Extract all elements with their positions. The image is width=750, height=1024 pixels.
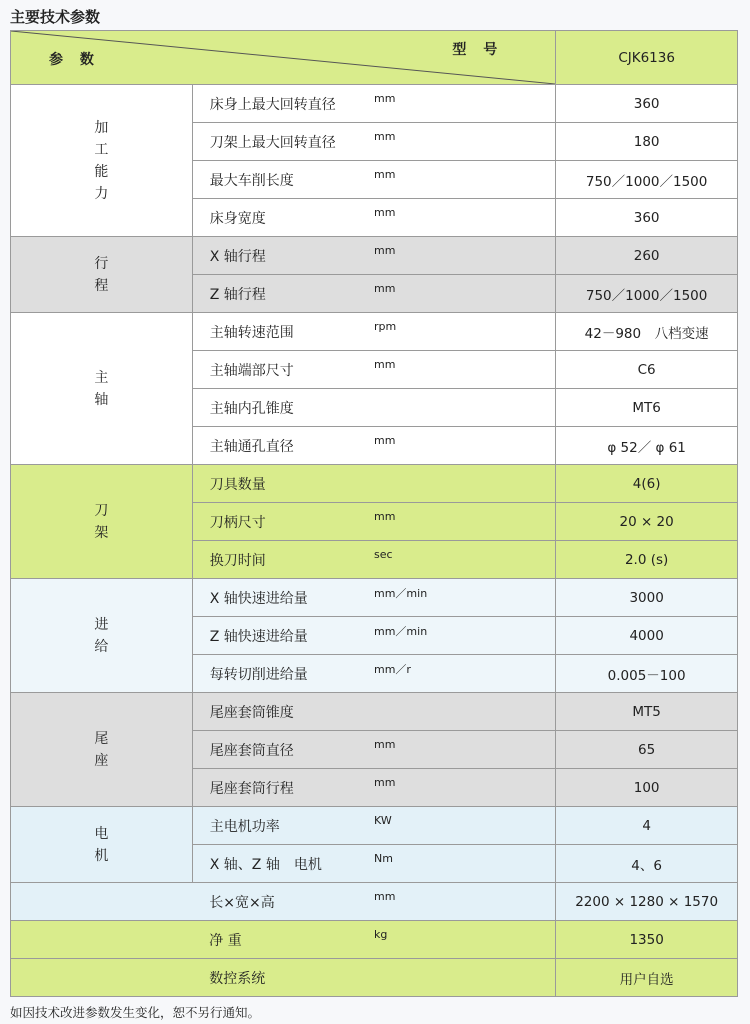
param-value: 180: [556, 123, 738, 161]
param-unit: [374, 921, 556, 959]
param-unit: [374, 389, 556, 427]
table-row: [11, 807, 738, 845]
param-unit: [374, 275, 556, 313]
param-value: 0.005－100: [556, 655, 738, 693]
header-diagonal-cell: [11, 31, 556, 85]
unit-text: mm: [374, 358, 396, 371]
param-name: 数控系统: [192, 959, 374, 997]
param-value: 4(6): [556, 465, 738, 503]
unit-text: mm: [374, 130, 396, 143]
param-name: 主轴端部尺寸: [192, 351, 374, 389]
param-value: 260: [556, 237, 738, 275]
param-name: 床身上最大回转直径: [192, 85, 374, 123]
empty-group-cell: [11, 959, 193, 997]
param-name: 主电机功率: [192, 807, 374, 845]
param-value: 用户自选: [556, 959, 738, 997]
table-row: [11, 85, 738, 123]
unit-text: rpm: [374, 320, 397, 333]
unit-text: mm／r: [374, 662, 411, 676]
param-name: 主轴转速范围: [192, 313, 374, 351]
param-unit: [374, 579, 556, 617]
param-unit: [374, 731, 556, 769]
group-label-text: 加工能力: [94, 119, 109, 202]
group-label-text: 进给: [94, 616, 109, 655]
param-value: MT6: [556, 389, 738, 427]
param-value: 360: [556, 85, 738, 123]
param-name: 主轴内孔锥度: [192, 389, 374, 427]
param-value: MT5: [556, 693, 738, 731]
group-label-text: 尾座: [94, 730, 109, 769]
page-title: 主要技术参数: [10, 8, 101, 26]
unit-text: mm: [374, 738, 396, 751]
unit-text: mm: [374, 168, 396, 181]
group-label-text: 行程: [94, 255, 109, 294]
param-name: X 轴行程: [192, 237, 374, 275]
unit-text: mm: [374, 890, 396, 903]
group-label: [11, 237, 193, 313]
param-value: 4000: [556, 617, 738, 655]
group-label: [11, 85, 193, 237]
param-unit: [374, 465, 556, 503]
param-name: X 轴、Z 轴 电机: [192, 845, 374, 883]
unit-text: mm: [374, 776, 396, 789]
unit-text: mm: [374, 92, 396, 105]
table-row: [11, 883, 738, 921]
param-unit: [374, 807, 556, 845]
param-unit: [374, 123, 556, 161]
group-label: [11, 693, 193, 807]
spec-table: [10, 30, 738, 997]
param-unit: [374, 85, 556, 123]
group-label-text: 刀架: [94, 502, 109, 541]
param-name: 尾座套筒直径: [192, 731, 374, 769]
param-name: 最大车削长度: [192, 161, 374, 199]
unit-text: kg: [374, 928, 388, 941]
table-row: [11, 237, 738, 275]
param-value: 20 × 20: [556, 503, 738, 541]
table-row: [11, 921, 738, 959]
unit-text: mm: [374, 282, 396, 295]
param-name: 刀具数量: [192, 465, 374, 503]
unit-text: mm／min: [374, 586, 428, 600]
param-name: 刀柄尺寸: [192, 503, 374, 541]
model-header: 型 号: [452, 42, 504, 58]
table-row: [11, 579, 738, 617]
param-unit: [374, 427, 556, 465]
param-name: Z 轴快速进给量: [192, 617, 374, 655]
table-row: [11, 313, 738, 351]
param-unit: [374, 199, 556, 237]
param-unit: [374, 655, 556, 693]
group-label: [11, 807, 193, 883]
param-unit: [374, 769, 556, 807]
group-label: [11, 579, 193, 693]
param-name: Z 轴行程: [192, 275, 374, 313]
group-label: [11, 465, 193, 579]
param-value: φ 52／ φ 61: [556, 427, 738, 465]
param-unit: [374, 959, 556, 997]
param-name: 主轴通孔直径: [192, 427, 374, 465]
unit-text: mm: [374, 510, 396, 523]
param-value: 100: [556, 769, 738, 807]
param-unit: [374, 845, 556, 883]
param-value: C6: [556, 351, 738, 389]
param-unit: [374, 541, 556, 579]
param-value: 4、6: [556, 845, 738, 883]
param-unit: [374, 883, 556, 921]
group-label: [11, 313, 193, 465]
param-unit: [374, 313, 556, 351]
table-row: [11, 693, 738, 731]
param-value: 2.0 (s): [556, 541, 738, 579]
param-unit: [374, 351, 556, 389]
param-unit: [374, 617, 556, 655]
param-name: 刀架上最大回转直径: [192, 123, 374, 161]
param-value: 65: [556, 731, 738, 769]
param-name: 长×宽×高: [192, 883, 374, 921]
param-name: 换刀时间: [192, 541, 374, 579]
empty-group-cell: [11, 883, 193, 921]
param-unit: [374, 503, 556, 541]
param-name: X 轴快速进给量: [192, 579, 374, 617]
unit-text: Nm: [374, 852, 393, 865]
param-value: 4: [556, 807, 738, 845]
unit-text: sec: [374, 548, 393, 561]
model-name: CJK6136: [556, 31, 738, 85]
param-value: 750／1000／1500: [556, 275, 738, 313]
unit-text: mm: [374, 244, 396, 257]
param-unit: [374, 161, 556, 199]
param-value: 750／1000／1500: [556, 161, 738, 199]
param-unit: [374, 237, 556, 275]
param-unit: [374, 693, 556, 731]
unit-text: mm／min: [374, 624, 428, 638]
param-value: 2200 × 1280 × 1570: [556, 883, 738, 921]
param-name: 每转切削进给量: [192, 655, 374, 693]
param-name: 尾座套筒锥度: [192, 693, 374, 731]
param-name: 尾座套筒行程: [192, 769, 374, 807]
group-label-text: 主轴: [94, 369, 109, 408]
param-value: 1350: [556, 921, 738, 959]
param-name: 净 重: [192, 921, 374, 959]
unit-text: mm: [374, 206, 396, 219]
param-value: 3000: [556, 579, 738, 617]
empty-group-cell: [11, 921, 193, 959]
param-name: 床身宽度: [192, 199, 374, 237]
group-label-text: 电机: [94, 825, 109, 864]
param-value: 42－980 八档变速: [556, 313, 738, 351]
table-row: [11, 959, 738, 997]
param-value: 360: [556, 199, 738, 237]
table-row: [11, 465, 738, 503]
table-header: [11, 31, 738, 85]
footnote: 如因技术改进参数发生变化，恕不另行通知。: [10, 1005, 261, 1020]
param-header: 参 数: [49, 52, 100, 68]
unit-text: mm: [374, 434, 396, 447]
unit-text: KW: [374, 814, 392, 827]
